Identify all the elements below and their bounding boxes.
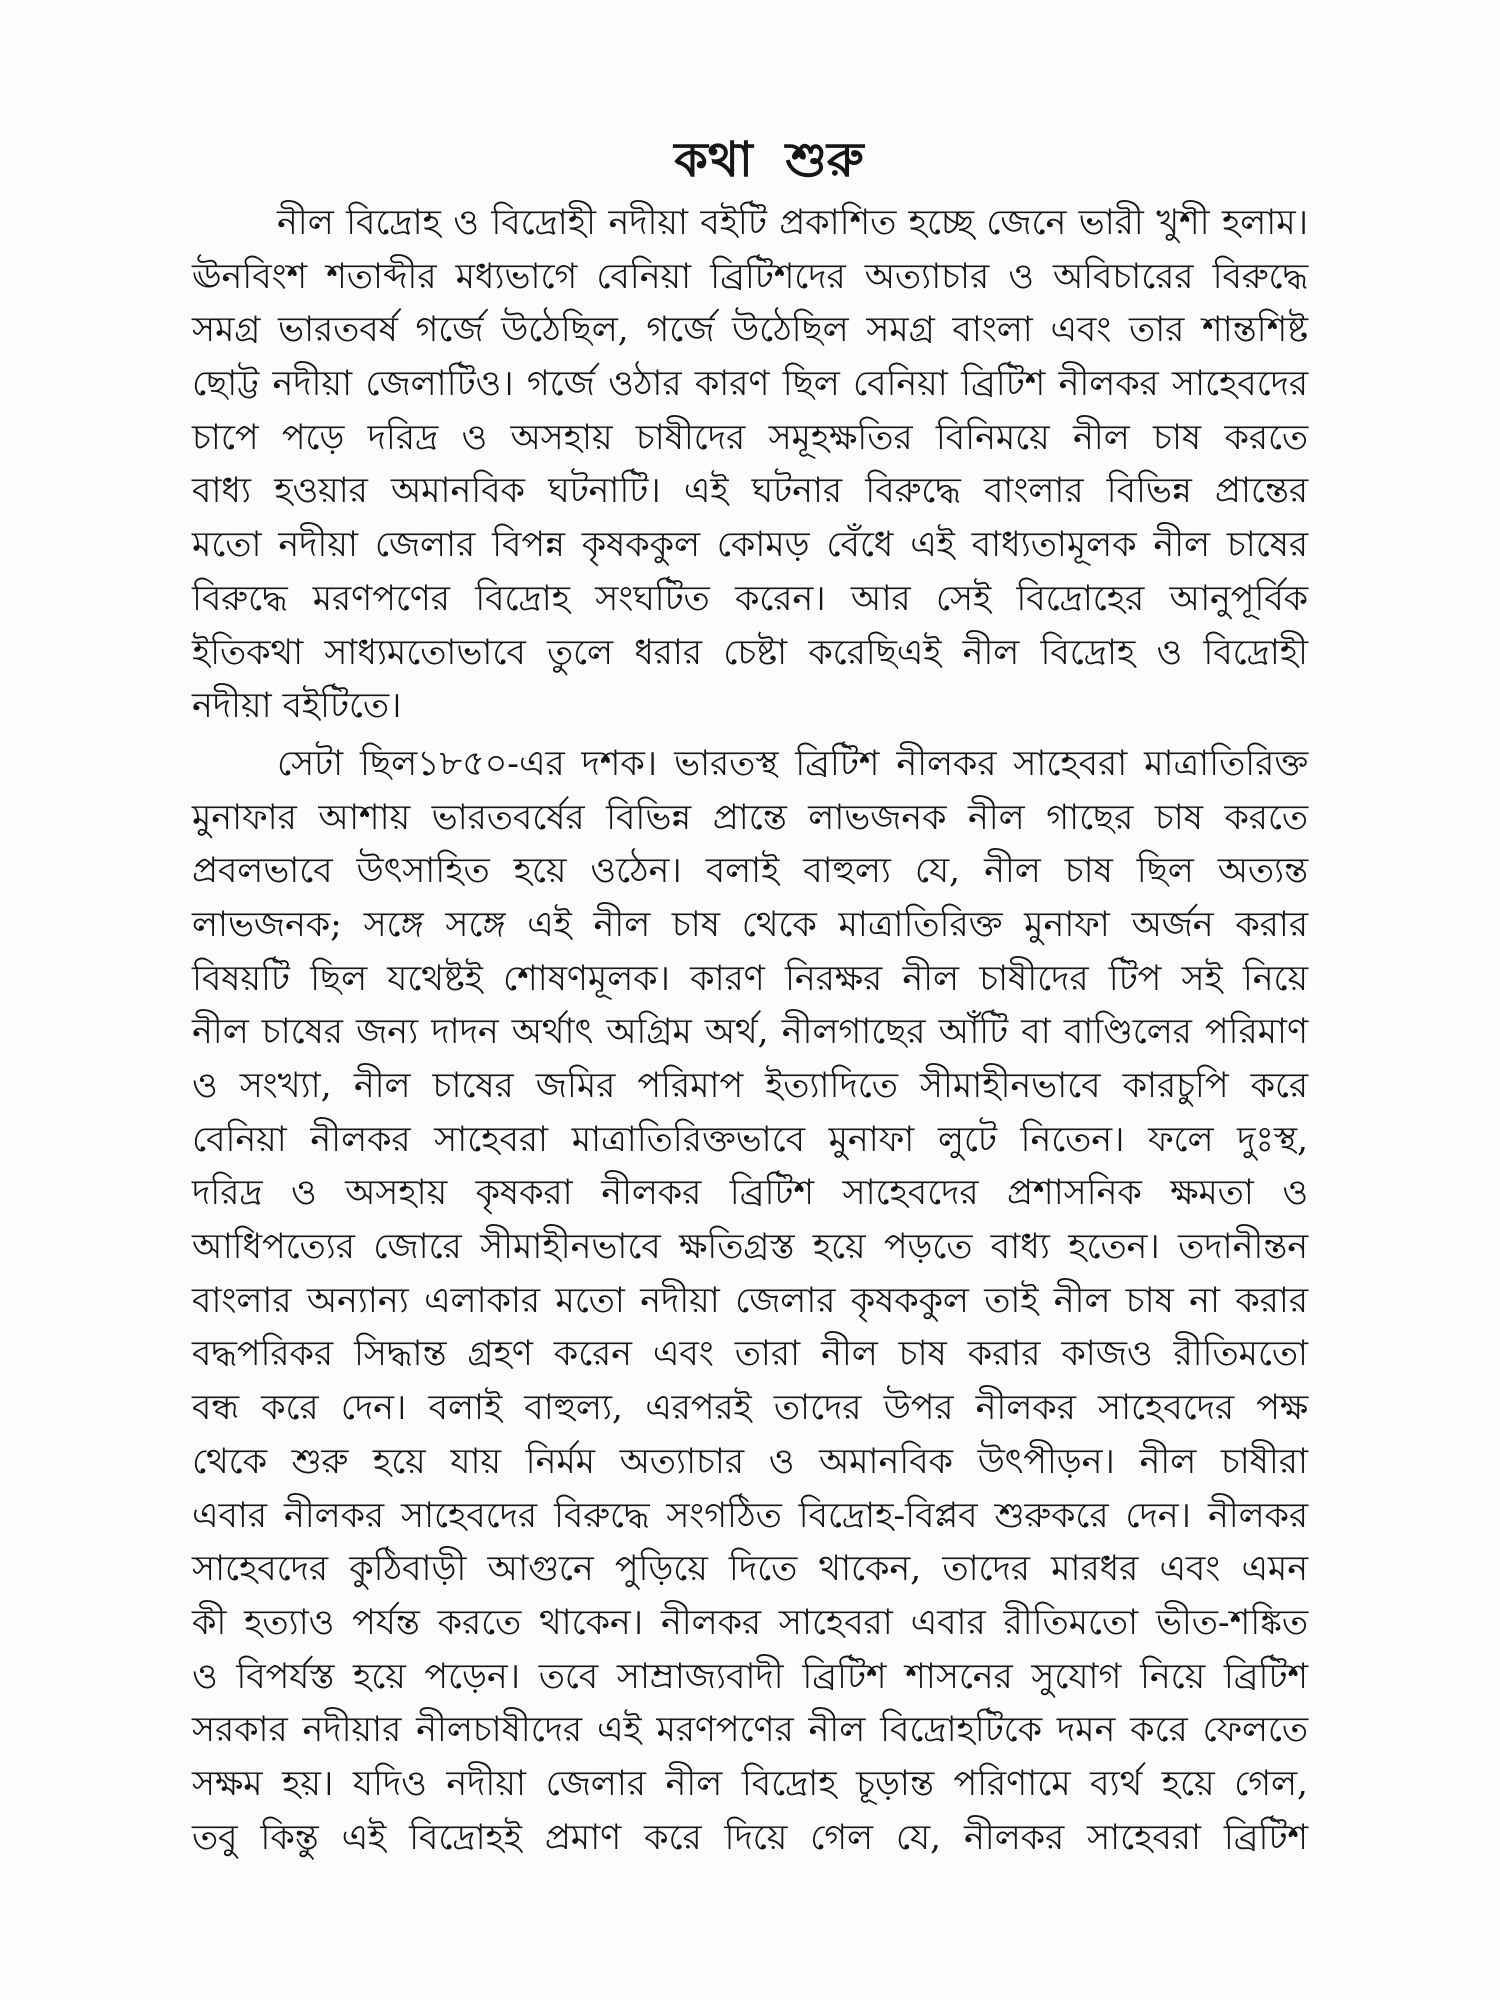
text-line: বিরুদ্ধে মরণপণের বিদ্রোহ সংঘটিত করেন। আর সেই বিদ্রোহের আনুপূর্বিক bbox=[192, 578, 1308, 619]
text-line: সক্ষম হয়। যদিও নদীয়া জেলার নীল বিদ্রোহ চূড়ান্ত পরিণামে ব্যর্থ হয়ে গেল, bbox=[192, 1763, 1308, 1804]
text-line: মতো নদীয়া জেলার বিপন্ন কৃষককুল কোমড় বেঁধে এই বাধ্যতামূলক নীল চাষের bbox=[192, 525, 1308, 566]
text-line: আধিপত্যের জোরে সীমাহীনভাবে ক্ষতিগ্রস্ত হয়ে পড়তে বাধ্য হতেন। তদানীন্তন bbox=[192, 1227, 1308, 1268]
text-line: ও বিপর্যস্ত হয়ে পড়েন। তবে সাম্রাজ্যবাদী ব্রিটিশ শাসনের সুযোগ নিয়ে ব্রিটিশ bbox=[192, 1656, 1308, 1697]
text-line: সাহেবদের কুঠিবাড়ী আগুনে পুড়িয়ে দিতে থাকেন, তাদের মারধর এবং এমন bbox=[192, 1549, 1308, 1590]
text-line: বদ্ধপরিকর সিদ্ধান্ত গ্রহণ করেন এবং তারা নীল চাষ করার কাজও রীতিমতো bbox=[192, 1334, 1308, 1375]
text-line: সরকার নদীয়ার নীলচাষীদের এই মরণপণের নীল বিদ্রোহটিকে দমন করে ফেলতে bbox=[192, 1710, 1308, 1751]
chapter-title: কথা শুরু bbox=[674, 132, 864, 188]
text-line: তবু কিন্তু এই বিদ্রোহই প্রমাণ করে দিয়ে গেল যে, নীলকর সাহেবরা ব্রিটিশ bbox=[192, 1817, 1308, 1858]
paragraph-1 bbox=[192, 197, 1308, 734]
text-line: ও সংখ্যা, নীল চাষের জমির পরিমাপ ইত্যাদিতে সীমাহীনভাবে কারচুপি করে bbox=[192, 1066, 1308, 1106]
text-line: সেটা ছিল১৮৫০-এর দশক। ভারতস্থ ব্রিটিশ নীলকর সাহেবরা মাত্রাতিরিক্ত bbox=[277, 743, 1308, 784]
text-line: চাপে পড়ে দরিদ্র ও অসহায় চাষীদের সমূহক্ষতির বিনিময়ে নীল চাষ করতে bbox=[192, 417, 1308, 458]
paragraph-2 bbox=[192, 738, 1308, 1865]
text-line: ঊনবিংশ শতাব্দীর মধ্যভাগে বেনিয়া ব্রিটিশদের অত্যাচার ও অবিচারের বিরুদ্ধে bbox=[192, 256, 1308, 297]
text-line: বিষয়টি ছিল যথেষ্টই শোষণমূলক। কারণ নিরক্ষর নীল চাষীদের টিপ সই নিয়ে bbox=[192, 958, 1308, 999]
text-line: থেকে শুরু হয়ে যায় নির্মম অত্যাচার ও অমানবিক উৎপীড়ন। নীল চাষীরা bbox=[192, 1441, 1308, 1482]
text-line: বন্ধ করে দেন। বলাই বাহুল্য, এরপরই তাদের উপর নীলকর সাহেবদের পক্ষ bbox=[192, 1388, 1308, 1429]
body-text bbox=[192, 197, 1308, 1865]
text-line: নীল চাষের জন্য দাদন অর্থাৎ অগ্রিম অর্থ, নীলগাছের আঁটি বা বাণ্ডিলের পরিমাণ bbox=[192, 1012, 1308, 1053]
text-line: বেনিয়া নীলকর সাহেবরা মাত্রাতিরিক্তভাবে মুনাফা লুটে নিতেন। ফলে দুঃস্থ, bbox=[192, 1119, 1308, 1160]
text-line: বাংলার অন্যান্য এলাকার মতো নদীয়া জেলার কৃষককুল তাই নীল চাষ না করার bbox=[192, 1280, 1308, 1321]
text-line: সমগ্র ভারতবর্ষ গর্জে উঠেছিল, গর্জে উঠেছিল সমগ্র বাংলা এবং তার শান্তশিষ্ট bbox=[192, 310, 1308, 351]
text-line: বাধ্য হওয়ার অমানবিক ঘটনাটি। এই ঘটনার বিরুদ্ধে বাংলার বিভিন্ন প্রান্তের bbox=[192, 471, 1308, 512]
text-line: প্রবলভাবে উৎসাহিত হয়ে ওঠেন। বলাই বাহুল্য যে, নীল চাষ ছিল অত্যন্ত bbox=[192, 851, 1308, 892]
text-line: নদীয়া বইটিতে। bbox=[192, 686, 402, 727]
text-line: মুনাফার আশায় ভারতবর্ষের বিভিন্ন প্রান্তে লাভজনক নীল গাছের চাষ করতে bbox=[192, 797, 1308, 838]
text-line: ইতিকথা সাধ্যমতোভাবে তুলে ধরার চেষ্টা করেছিএই নীল বিদ্রোহ ও বিদ্রোহী bbox=[192, 632, 1308, 673]
text-line: এবার নীলকর সাহেবদের বিরুদ্ধে সংগঠিত বিদ্রোহ-বিপ্লব শুরুকরে দেন। নীলকর bbox=[192, 1495, 1308, 1536]
text-line: ছোট্ট নদীয়া জেলাটিও। গর্জে ওঠার কারণ ছিল বেনিয়া ব্রিটিশ নীলকর সাহেবদের bbox=[192, 364, 1308, 405]
text-line: কী হত্যাও পর্যন্ত করতে থাকেন। নীলকর সাহেবরা এবার রীতিমতো ভীত-শঙ্কিত bbox=[192, 1602, 1308, 1643]
text-line: নীল বিদ্রোহ ও বিদ্রোহী নদীয়া বইটি প্রকাশিত হচ্ছে জেনে ভারী খুশী হলাম। bbox=[277, 203, 1308, 243]
text-line: লাভজনক; সঙ্গে সঙ্গে এই নীল চাষ থেকে মাত্রাতিরিক্ত মুনাফা অর্জন করার bbox=[192, 904, 1308, 945]
text-line: দরিদ্র ও অসহায় কৃষকরা নীলকর ব্রিটিশ সাহেবদের প্রশাসনিক ক্ষমতা ও bbox=[192, 1173, 1308, 1214]
